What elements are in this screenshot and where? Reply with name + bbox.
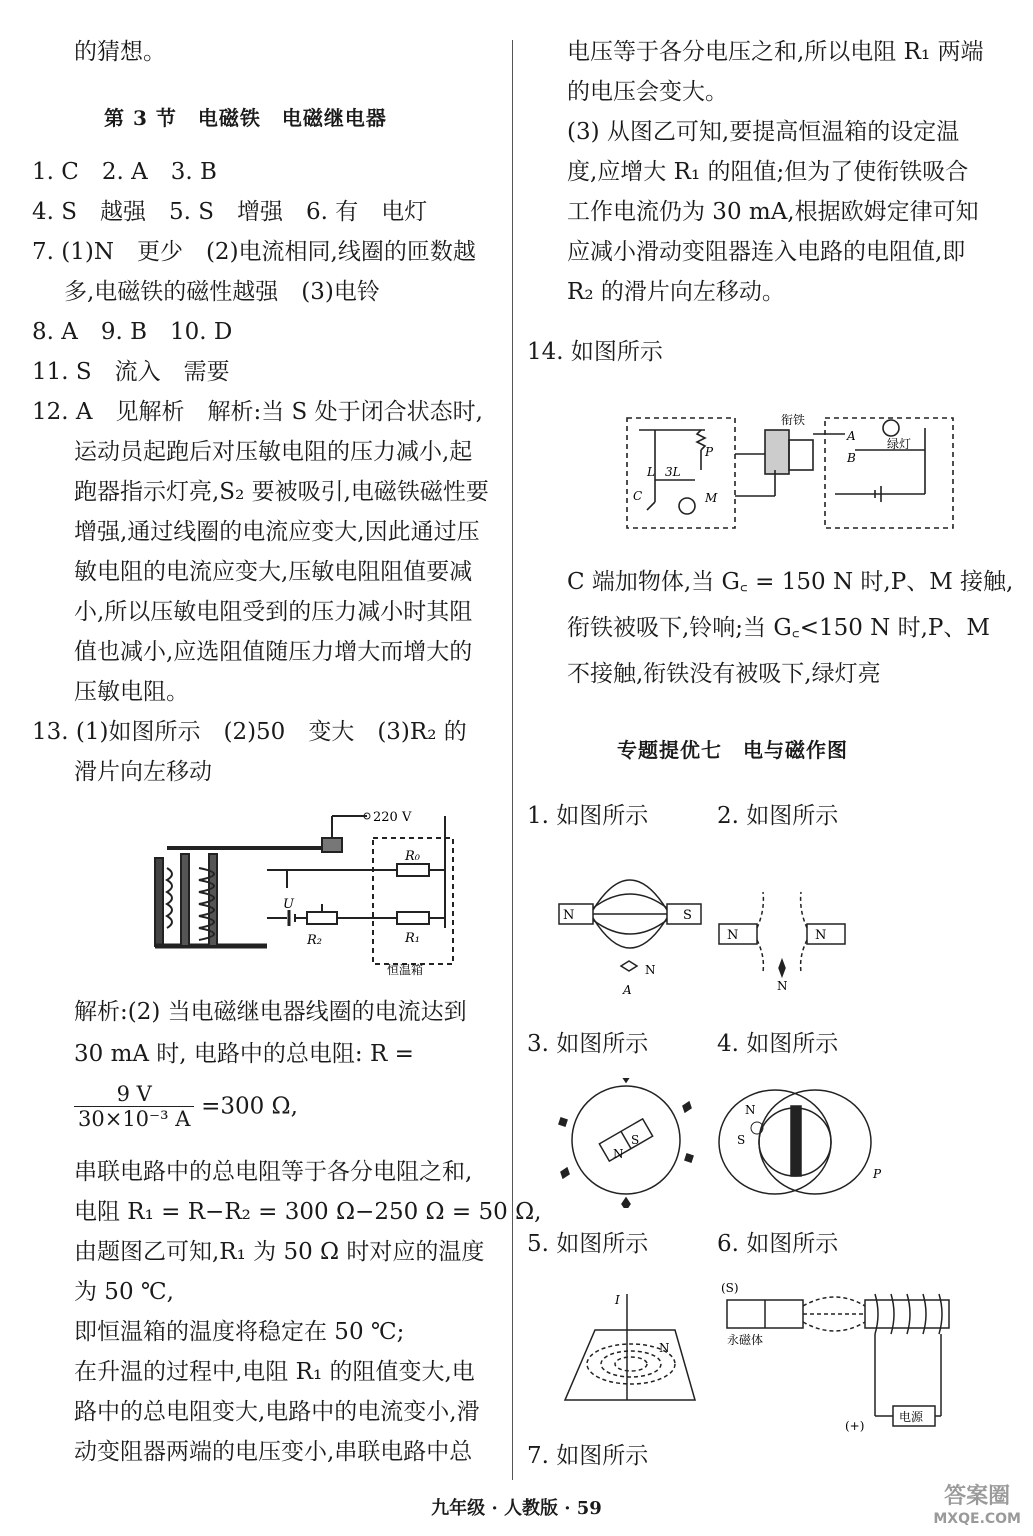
solution-line: 解析:(2) 当电磁继电器线圈的电流达到 [74,999,467,1025]
text-line: 应减小滑动变阻器连入电路的电阻值,即 [567,239,966,265]
question-label: 7. 如图所示 [527,1443,649,1469]
p-label: P [873,1167,882,1181]
compass-n-label: N [777,979,788,990]
c-label: C [633,489,643,503]
column-divider [512,40,513,1480]
a-label: A [847,429,856,443]
text-line: 度,应增大 R₁ 的阻值;但为了使衔铁吸合 [567,159,969,185]
answer-line: 7. (1)N 更少 (2)电流相同,线圈的匝数越 [32,239,476,265]
answer-line: 11. S 流入 需要 [32,359,230,385]
text-line: 工作电流仍为 30 mA,根据欧姆定律可知 [567,199,979,225]
p-label: P [705,445,714,459]
m-label: M [705,491,718,505]
text-line: R₂ 的滑片向左移动。 [567,279,785,305]
alarm-circuit-figure [625,410,955,538]
text-line: C 端加物体,当 G꜀ = 150 N 时,P、M 接触, [567,569,1014,595]
s-pole-label: S [631,1133,640,1147]
magnet-field-lines-figure [715,1086,885,1216]
s-pole-label: S [683,908,692,923]
solution-line: 在升温的过程中,电阻 R₁ 的阻值变大,电 [74,1359,475,1385]
text-line: 的猜想。 [74,39,166,65]
question-label: 3. 如图所示 [527,1031,649,1057]
answer-line: 多,电磁铁的磁性越强 (3)电铃 [64,279,380,305]
n-label: N [745,1103,756,1117]
text-line: 不接触,衔铁没有被吸下,绿灯亮 [567,661,881,687]
answer-line: 12. A 见解析 解析:当 S 处于闭合状态时, [32,399,483,425]
answer-line: 增强,通过线圈的电流应变大,因此通过压 [74,519,480,545]
armature-label: 衔铁 [781,413,806,427]
green-light-label: 绿灯 [887,437,912,451]
text-line: 衔铁被吸下,铃响;当 G꜀<150 N 时,P、M [567,615,990,641]
like-poles-figure [715,880,855,990]
question-label: 6. 如图所示 [717,1231,839,1257]
answer-line: 敏电阻的电流应变大,压敏电阻阻值要减 [74,559,473,585]
s-label: S [737,1133,746,1147]
question-label: 4. 如图所示 [717,1031,839,1057]
u-label: U [283,897,294,912]
fraction-numerator: 9 V [116,1082,152,1106]
solution-line: 动变阻器两端的电压变小,串联电路中总 [74,1439,473,1465]
question-label: 1. 如图所示 [527,803,649,829]
i-label: I [615,1293,620,1307]
answer-line: 4. S 越强 5. S 增强 6. 有 电灯 [32,199,428,225]
magnet-label: 永磁体 [727,1333,764,1347]
solution-line: 即恒温箱的温度将稳定在 50 ℃; [74,1319,405,1345]
text-line: (3) 从图乙可知,要提高恒温箱的设定温 [567,119,960,145]
answer-line: 跑器指示灯亮,S₂ 要被吸引,电磁铁磁性要 [74,479,489,505]
n-pole-label: N [613,1147,624,1161]
question-label: 5. 如图所示 [527,1231,649,1257]
fraction-result: =300 Ω, [201,1093,298,1120]
bar-magnet-field-figure [555,850,715,1000]
solution-line: 30 mA 时, 电路中的总电阻: R = [74,1041,414,1067]
solenoid-figure [715,1278,955,1438]
relay-circuit-figure [147,808,457,978]
n-pole-label: N [563,908,575,923]
answer-line: 1. C 2. A 3. B [32,159,217,185]
page-footer: 九年级 · 人教版 · 59 [431,1498,602,1519]
solution-line: 电阻 R₁ = R−R₂ = 300 Ω−250 Ω = 50 Ω, [74,1199,542,1225]
l-label: L [647,465,655,479]
fraction [74,1082,298,1131]
answer-line: 14. 如图所示 [527,339,663,365]
question-label: 2. 如图所示 [717,803,839,829]
n-pole-label: N [815,928,827,943]
watermark-line2: MXQE.COM [933,1511,1021,1527]
compass-n-label: N [645,963,656,977]
n-label: N [659,1341,670,1355]
watermark-line1: 答案圈 [944,1484,1011,1509]
solution-line: 串联电路中的总电阻等于各分电阻之和, [74,1159,473,1185]
answer-line: 压敏电阻。 [74,679,189,705]
3l-label: 3L [665,465,681,479]
section-title: 第 3 节 电磁铁 电磁继电器 [104,106,387,130]
b-label: B [847,451,856,465]
solution-line: 由题图乙可知,R₁ 为 50 Ω 时对应的温度 [74,1239,485,1265]
text-line: 电压等于各分电压之和,所以电阻 R₁ 两端 [567,39,984,65]
straight-wire-field-figure [555,1290,705,1410]
solution-line: 为 50 ℃, [74,1279,174,1305]
answer-line: 13. (1)如图所示 (2)50 变大 (3)R₂ 的 [32,719,467,745]
voltage-label: 220 V [373,810,412,825]
answer-line: 滑片向左移动 [74,759,212,785]
answer-line: 值也减小,应选阻值随压力增大而增大的 [74,639,473,665]
r2-label: R₂ [307,933,322,948]
plus-label: (+) [845,1419,865,1433]
text-line: 的电压会变大。 [567,79,728,105]
answer-line: 运动员起跑后对压敏电阻的压力减小,起 [74,439,473,465]
n-pole-label: N [727,928,739,943]
watermark [933,1486,1021,1530]
r1-label: R₁ [405,931,420,946]
a-point-label: A [623,983,632,997]
power-source-label: 电源 [899,1410,924,1424]
compass-circle-figure [551,1078,701,1208]
solution-line: 路中的总电阻变大,电路中的电流变小,滑 [74,1399,480,1425]
r0-label: R₀ [405,849,420,864]
answer-line: 8. A 9. B 10. D [32,319,233,345]
s-paren-label: (S) [721,1281,739,1295]
topic-title: 专题提优七 电与磁作图 [617,738,848,762]
answer-line: 小,所以压敏电阻受到的压力减小时其阻 [74,599,473,625]
incubator-label: 恒温箱 [387,963,424,977]
fraction-denominator: 30×10⁻³ A [78,1107,191,1131]
